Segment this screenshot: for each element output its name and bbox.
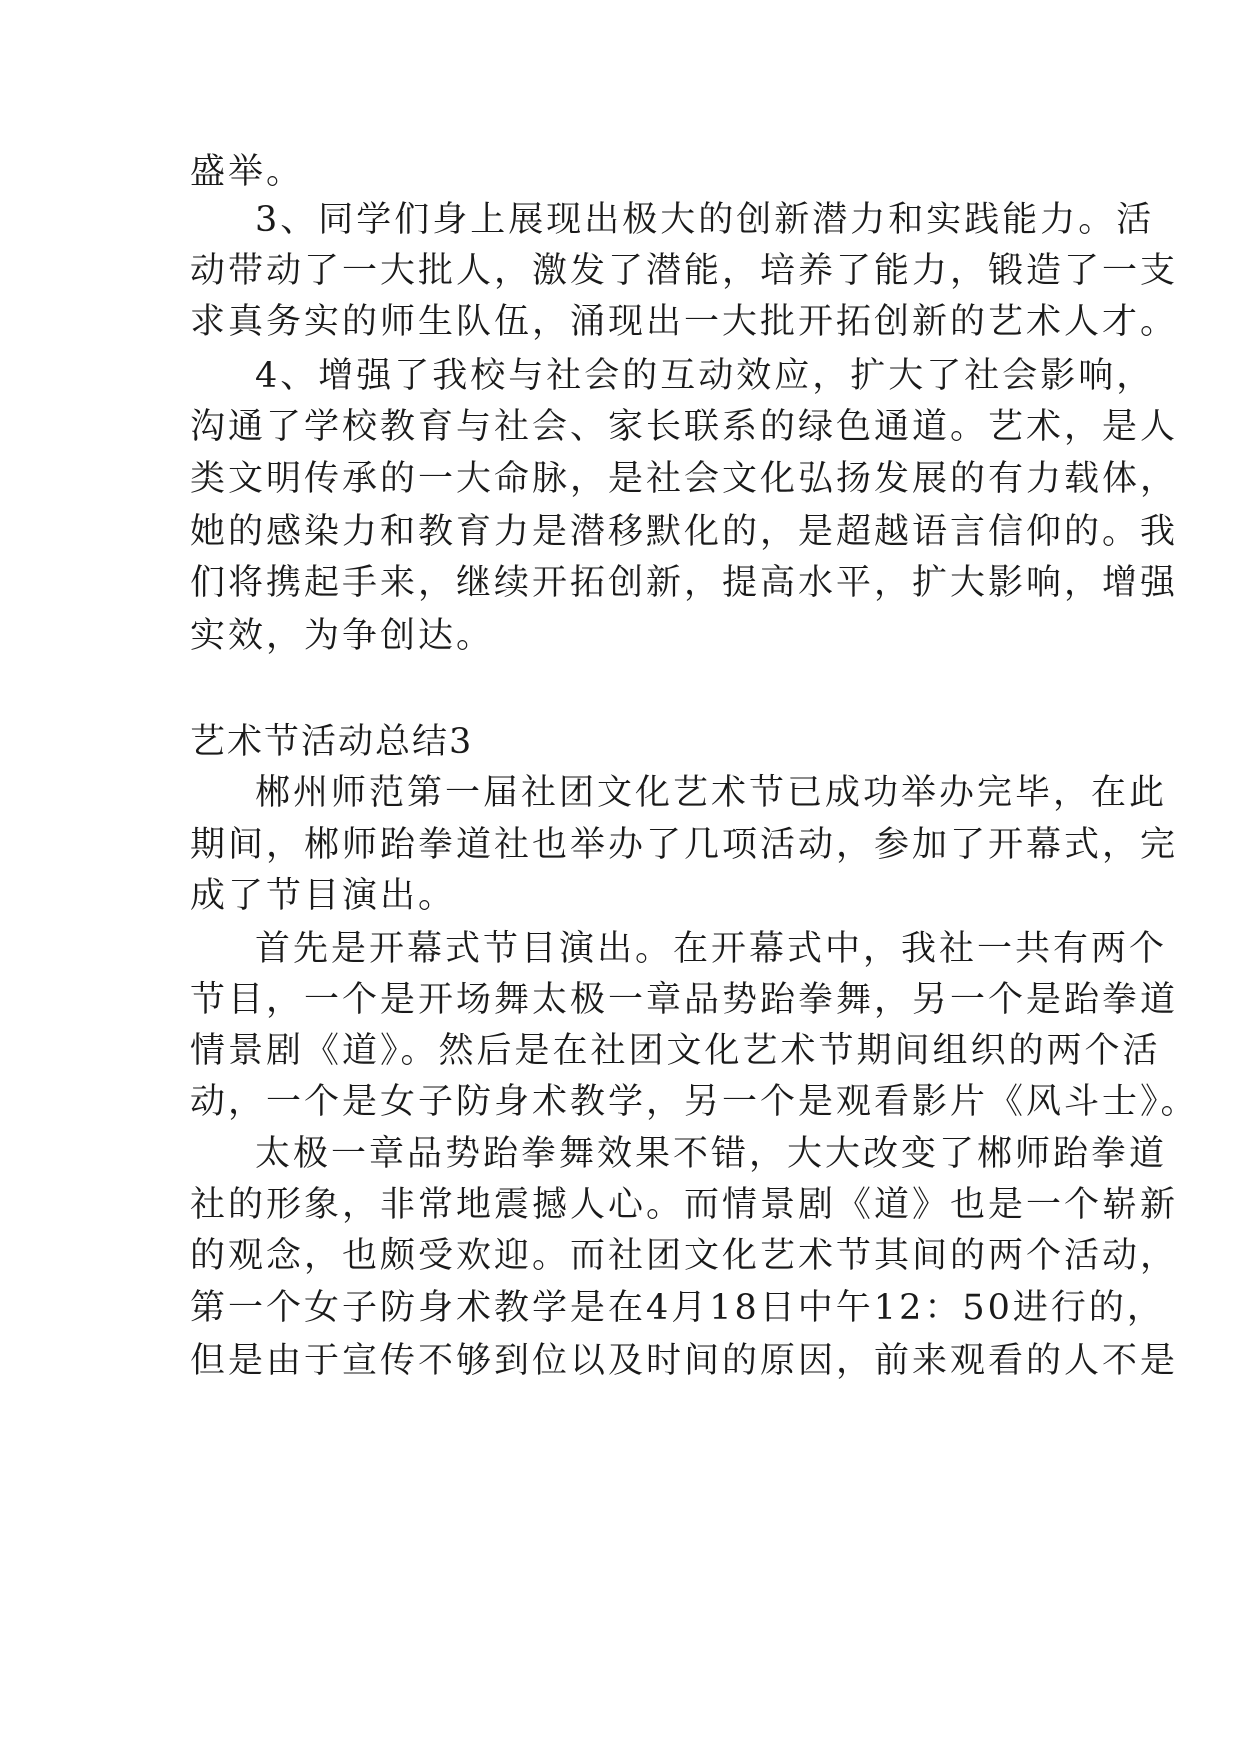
text-line: 沟通了学校教育与社会、家长联系的绿色通道。艺术，是人 xyxy=(190,407,1179,447)
text-line: 情景剧《道》。然后是在社团文化艺术节期间组织的两个活 xyxy=(190,1031,1161,1071)
text-line: 类文明传承的一大命脉，是社会文化弘扬发展的有力载体， xyxy=(190,459,1179,499)
text-line: 盛举。 xyxy=(190,152,305,192)
text-line: 3、同学们身上展现出极大的创新潜力和实践能力。活 xyxy=(255,200,1155,240)
text-line: 太极一章品势跆拳舞效果不错，大大改变了郴师跆拳道 xyxy=(255,1134,1168,1174)
text-line: 但是由于宣传不够到位以及时间的原因，前来观看的人不是 xyxy=(190,1341,1179,1381)
text-line: 的观念，也颇受欢迎。而社团文化艺术节其间的两个活动， xyxy=(190,1236,1179,1276)
text-line: 求真务实的师生队伍，涌现出一大批开拓创新的艺术人才。 xyxy=(190,302,1179,342)
text-line: 们将携起手来，继续开拓创新，提高水平，扩大影响，增强 xyxy=(190,563,1179,603)
text-line: 首先是开幕式节目演出。在开幕式中，我社一共有两个 xyxy=(255,929,1168,969)
section-heading: 艺术节活动总结3 xyxy=(190,722,474,762)
text-line: 她的感染力和教育力是潜移默化的，是超越语言信仰的。我 xyxy=(190,512,1179,552)
text-line: 期间，郴师跆拳道社也举办了几项活动，参加了开幕式，完 xyxy=(190,825,1179,865)
text-line: 动带动了一大批人，激发了潜能，培养了能力，锻造了一支 xyxy=(190,251,1179,291)
text-line: 动，一个是女子防身术教学，另一个是观看影片《风斗士》。 xyxy=(190,1082,1199,1122)
text-line: 社的形象，非常地震撼人心。而情景剧《道》也是一个崭新 xyxy=(190,1185,1179,1225)
text-line: 实效，为争创达。 xyxy=(190,616,495,656)
text-line: 节目，一个是开场舞太极一章品势跆拳舞，另一个是跆拳道 xyxy=(190,980,1179,1020)
text-line: 4、增强了我校与社会的互动效应，扩大了社会影响， xyxy=(255,356,1155,396)
text-line: 第一个女子防身术教学是在4月18日中午12：50进行的， xyxy=(190,1288,1165,1328)
text-line: 郴州师范第一届社团文化艺术节已成功举办完毕，在此 xyxy=(255,773,1168,813)
text-line: 成了节目演出。 xyxy=(190,876,457,916)
